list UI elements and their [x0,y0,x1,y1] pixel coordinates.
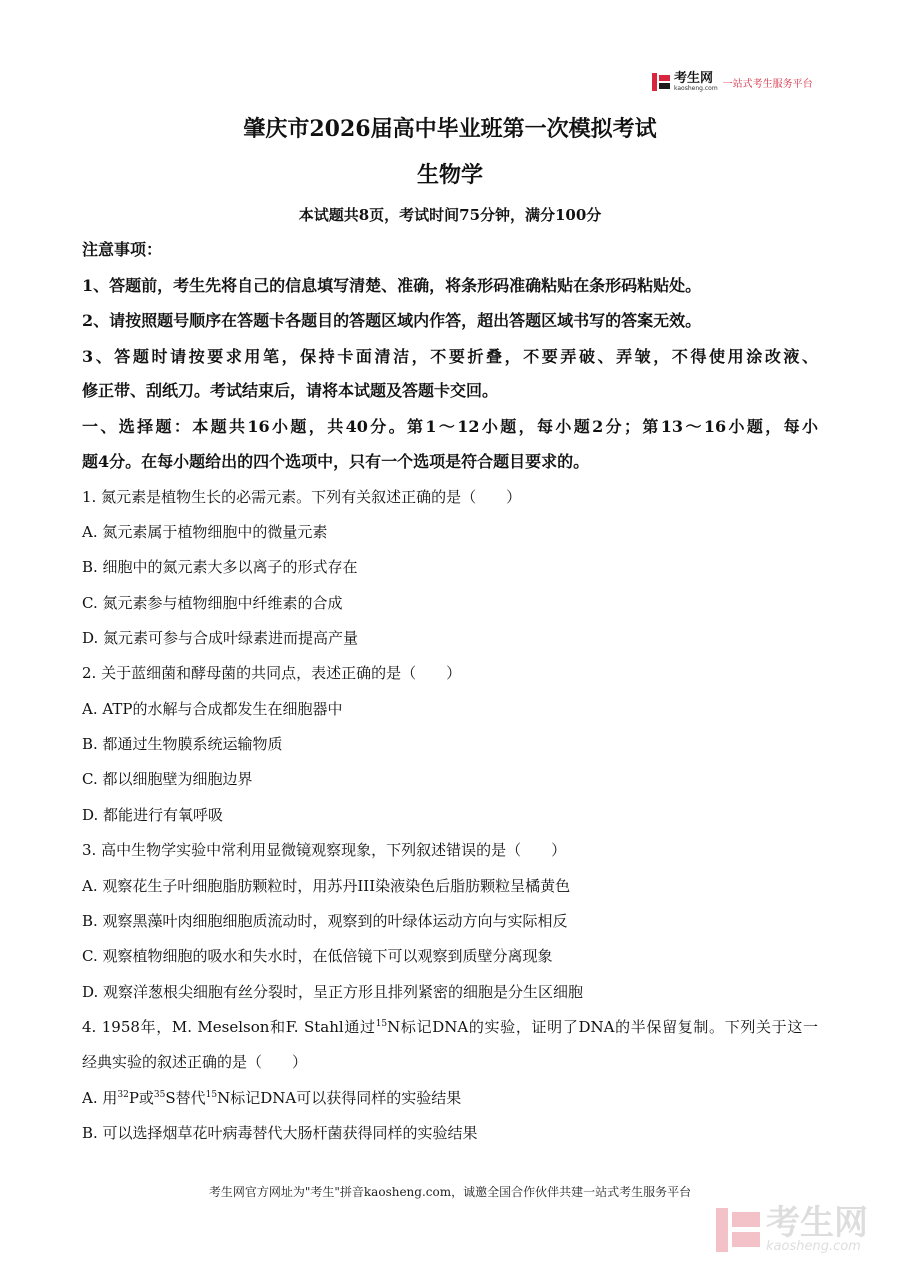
watermark-name: 考生网 [766,1203,868,1243]
logo-name: 考生网 [674,71,714,86]
page-footer: 考生网官方网址为"考生"拼音kaosheng.com，诚邀全国合作伙伴共建一站式考生服务平台 [208,1185,692,1199]
exam-info: 本试题共8页，考试时间75分钟，满分100分 [298,206,602,224]
note-3-line-2: 修正带、刮纸刀。考试结束后，请将本试题及答题卡交回。 [82,381,499,400]
subject-title: 生物学 [416,162,483,188]
q3-option-c: C. 观察植物细胞的吸水和失水时，在低倍镜下可以观察到质壁分离现象 [82,947,553,965]
q3-option-b: B. 观察黑藻叶肉细胞细胞质流动时，观察到的叶绿体运动方向与实际相反 [82,912,568,930]
q1-stem: 1. 氮元素是植物生长的必需元素。下列有关叙述正确的是（ ） [82,488,522,506]
q4-stem-line-2: 经典实验的叙述正确的是（ ） [82,1053,308,1071]
header-logo [652,72,813,92]
q4-stem-line-1: 4. 1958年，M. Meselson和F. Stahl通过$^{15}$N标记DNA的实验，证明了DNA的半保留复制。下列关于这一 [82,1018,818,1036]
q1-option-c: C. 氮元素参与植物细胞中纤维素的合成 [82,594,343,612]
q1-option-a: A. 氮元素属于植物细胞中的微量元素 [82,523,328,541]
logo-domain: kaosheng.com [674,85,718,92]
q3-option-d: D. 观察洋葱根尖细胞有丝分裂时，呈正方形且排列紧密的细胞是分生区细胞 [82,983,584,1001]
section-heading-line-2: 题4分。在每小题给出的四个选项中，只有一个选项是符合题目要求的。 [82,452,590,471]
q2-option-d: D. 都能进行有氧呼吸 [82,806,224,824]
watermark [716,1203,868,1254]
note-1: 1、答题前，考生先将自己的信息填写清楚、准确，将条形码准确粘贴在条形码粘贴处。 [82,276,702,295]
q2-option-a: A. ATP的水解与合成都发生在细胞器中 [82,700,343,718]
q2-option-c: C. 都以细胞壁为细胞边界 [82,770,253,788]
q1-option-b: B. 细胞中的氮元素大多以离子的形式存在 [82,558,358,576]
exam-title: 肇庆市2026届高中毕业班第一次模拟考试 [243,116,657,142]
q2-stem: 2. 关于蓝细菌和酵母菌的共同点，表述正确的是（ ） [82,664,462,682]
q3-option-a: A. 观察花生子叶细胞脂肪颗粒时，用苏丹III染液染色后脂肪颗粒呈橘黄色 [82,877,571,895]
q2-option-b: B. 都通过生物膜系统运输物质 [82,735,283,753]
q4-option-a: A. 用$^{32}$P或$^{35}$S替代$^{15}$N标记DNA可以获得同样的实验结果 [82,1089,462,1107]
q3-stem: 3. 高中生物学实验中常利用显微镜观察现象，下列叙述错误的是（ ） [82,841,567,859]
notes-heading: 注意事项： [82,240,163,259]
watermark-logo-icon [716,1208,760,1252]
section-heading-line-1: 一、选择题：本题共16小题，共40分。第1～12小题，每小题2分；第13～16小题，每小 [82,417,818,436]
q4-option-b: B. 可以选择烟草花叶病毒替代大肠杆菌获得同样的实验结果 [82,1124,478,1142]
q1-option-d: D. 氮元素可参与合成叶绿素进而提高产量 [82,629,359,647]
logo-slogan: 一站式考生服务平台 [722,78,813,90]
watermark-domain: kaosheng.com [766,1239,861,1254]
kaosheng-logo-icon [652,73,670,91]
note-3-line-1: 3、答题时请按要求用笔，保持卡面清洁，不要折叠，不要弄破、弄皱，不得使用涂改液、 [82,347,818,366]
note-2: 2、请按照题号顺序在答题卡各题目的答题区域内作答，超出答题区域书写的答案无效。 [82,311,702,330]
